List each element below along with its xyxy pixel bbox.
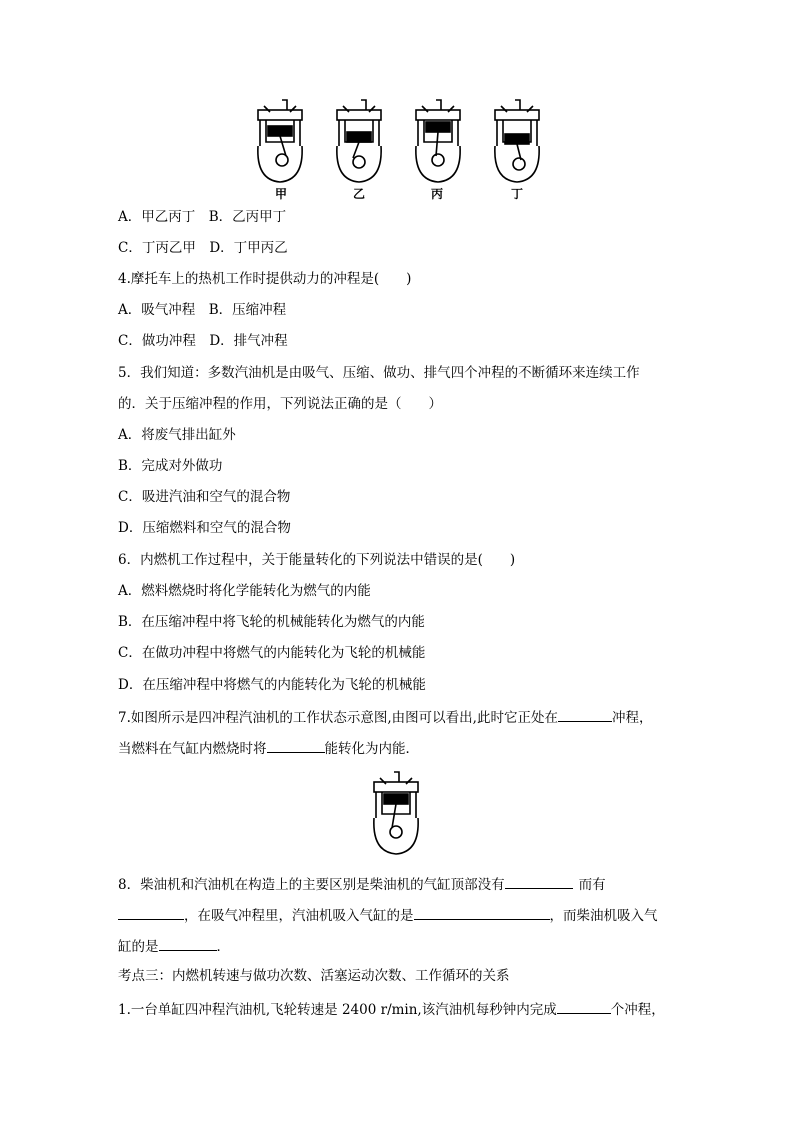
q6-option-a: A．燃料燃烧时将化学能转化为燃气的内能 [118,583,371,599]
q6-option-b: B．在压缩冲程中将飞轮的机械能转化为燃气的内能 [118,614,425,630]
q8-text-2: 而有 [578,877,606,893]
section-heading: 考点三：内燃机转速与做功次数、活塞运动次数、工作循环的关系 [118,968,510,984]
q8-text-3: ，在吸气冲程里，汽油机吸入气缸的是 [184,908,414,924]
q6-option-d: D．在压缩冲程中将燃气的内能转化为飞轮的机械能 [118,677,426,693]
q7-text-1: 7.如图所示是四冲程汽油机的工作状态示意图,由图可以看出,此时它正处在 [118,710,558,726]
q8-line-3 [118,936,230,956]
q7-text-2: 冲程， [611,710,653,726]
q8-text-6: ． [216,939,230,955]
q8-text-5: 缸的是 [118,939,159,955]
q5-stem-1: 5．我们知道：多数汽油机是由吸气、压缩、做功、排气四个冲程的不断循环来连续工作 [118,365,640,381]
q7-line-2 [118,738,419,758]
q5-option-d: D．压缩燃料和空气的混合物 [118,520,291,536]
figure-label-bing: 丙 [431,187,444,201]
q7-line-1 [118,707,652,727]
q6-stem: 6．内燃机工作过程中，关于能量转化的下列说法中错误的是( ) [118,552,516,568]
q4-stem: 4.摩托车上的热机工作时提供动力的冲程是( ) [118,271,412,287]
q1-line-1 [118,999,665,1019]
q8-answer-blank-3[interactable] [414,905,550,920]
q7-answer-blank-1[interactable] [558,707,612,722]
q4-option-line-1: A．吸气冲程 B．压缩冲程 [118,302,287,318]
q1-answer-blank-1[interactable] [557,999,611,1014]
q3-option-line-2: C．丁丙乙甲 D．丁甲丙乙 [118,240,288,256]
q7-text-3: 当燃料在气缸内燃烧时将 [118,741,267,757]
q8-text-4: ，而柴油机吸入气 [549,908,658,924]
engine-diagram-yi [331,98,387,184]
q6-option-c: C．在做功冲程中将燃气的内能转化为飞轮的机械能 [118,645,426,661]
engine-diagram-jia [252,98,308,184]
q5-option-a: A．将废气排出缸外 [118,427,236,443]
q8-line-2 [118,905,658,925]
figure-label-yi: 乙 [353,187,366,201]
q5-option-c: C．吸进汽油和空气的混合物 [118,489,291,505]
q7-answer-blank-2[interactable] [267,738,325,753]
figure-label-ding: 丁 [511,187,524,201]
q1-text-1: 1.一台单缸四冲程汽油机,飞轮转速是 2400 r/min,该汽油机每秒钟内完成 [118,1002,557,1018]
q8-line-1 [118,874,606,894]
q8-text-1: 8．柴油机和汽油机在构造上的主要区别是柴油机的气缸顶部没有 [118,877,505,893]
q5-stem-2: 的．关于压缩冲程的作用，下列说法正确的是（ ） [118,396,442,412]
q8-answer-blank-2[interactable] [118,905,184,920]
figure-label-jia: 甲 [275,187,288,201]
q5-option-b: B．完成对外做功 [118,458,223,474]
q3-option-line-1: A．甲乙丙丁 B．乙丙甲丁 [118,209,287,225]
engine-diagram-q7 [368,770,424,856]
q4-option-line-2: C．做功冲程 D．排气冲程 [118,333,288,349]
q8-answer-blank-4[interactable] [159,936,217,951]
q1-text-2: 个冲程， [610,1002,665,1018]
q8-answer-blank-1[interactable] [505,874,573,889]
engine-diagram-ding [489,98,545,184]
q7-text-4: 能转化为内能． [324,741,419,757]
engine-diagram-bing [410,98,466,184]
